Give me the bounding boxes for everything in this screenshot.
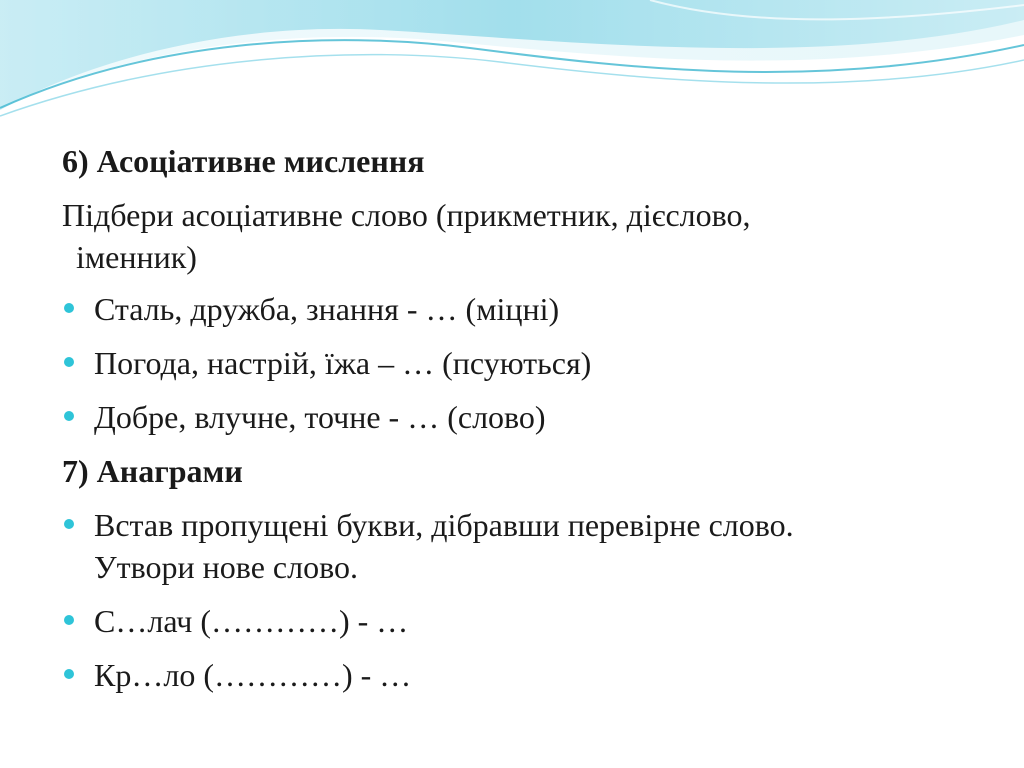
slide-content: [62, 140, 962, 708]
bullet-item: [62, 342, 962, 384]
bullet-item: [62, 600, 962, 642]
bullet-dot-icon: [64, 615, 74, 625]
section-6-instruction: [62, 194, 962, 278]
bullet-dot-icon: [64, 411, 74, 421]
bullet-text: Погода, настрій, їжа – … (псуються): [94, 345, 592, 381]
bullet-dot-icon: [64, 669, 74, 679]
bullet-dot-icon: [64, 303, 74, 313]
section-6-instruction-line-2: іменник): [76, 239, 197, 275]
bullet-item: [62, 288, 962, 330]
bullet-item: [62, 504, 962, 588]
bullet-text: С…лач (…………) - …: [94, 603, 409, 639]
bullet-text: Добре, влучне, точне - … (слово): [94, 399, 546, 435]
section-7-heading: 7) Анаграми: [62, 453, 243, 489]
section-7-instruction-line-1: Встав пропущені букви, дібравши перевірне слово.: [94, 507, 794, 543]
section-7-instruction-line-2: Утвори нове слово.: [94, 549, 358, 585]
section-6-instruction-line-1: Підбери асоціативне слово (прикметник, дієслово,: [62, 197, 751, 233]
decorative-wave-header: [0, 0, 1024, 130]
bullet-dot-icon: [64, 357, 74, 367]
bullet-text: Кр…ло (…………) - …: [94, 657, 412, 693]
bullet-text: Сталь, дружба, знання - … (міцні): [94, 291, 560, 327]
bullet-dot-icon: [64, 519, 74, 529]
bullet-item: [62, 654, 962, 696]
section-6-heading: 6) Асоціативне мислення: [62, 143, 425, 179]
bullet-item: [62, 396, 962, 438]
